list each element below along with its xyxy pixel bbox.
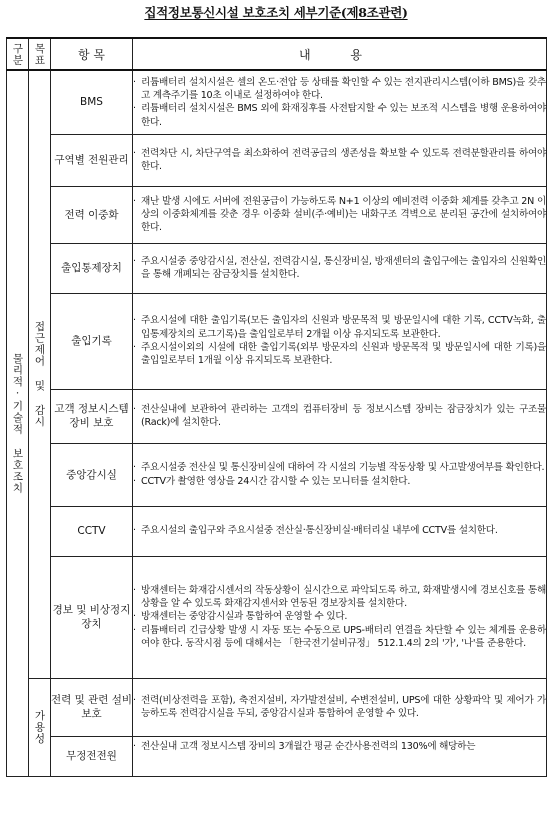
header-item: 항 목 (51, 38, 133, 70)
objective-cell-availability: 가용성 (29, 678, 51, 776)
header-row (7, 38, 547, 70)
row-content: · 전산실내 고객 정보시스템 장비의 3개월간 평균 순간사용전력의 130%에 해당하는 (133, 736, 547, 776)
header-category: 구분 (7, 38, 29, 70)
row-item: 무정전전원 (51, 736, 133, 776)
category-cell: 물리적·기술적 보호조치 (7, 70, 29, 776)
table-row (7, 186, 547, 243)
row-item: 경보 및 비상정지 장치 (51, 556, 133, 678)
table-row (7, 293, 547, 389)
table-row (7, 243, 547, 293)
row-item: 출입통제장치 (51, 243, 133, 293)
table-row (7, 389, 547, 443)
row-content: · 전력(비상전력을 포함), 축전지설비, 자가발전설비, 수변전설비, UPS에 대한 상황파악 및 제어가 가능하도록 전력감시실을 두되, 중앙감시실과 통합하여 운영할 수 있다. (133, 678, 547, 736)
row-item: 출입기록 (51, 293, 133, 389)
header-content: 내 용 (133, 38, 547, 70)
row-item: 구역별 전원관리 (51, 134, 133, 186)
row-item: 고객 정보시스템 장비 보호 (51, 389, 133, 443)
table-row (7, 736, 547, 776)
row-item: BMS (51, 70, 133, 134)
row-content: · 주요시설중 전산실 및 통신장비실에 대하여 각 시설의 기능별 작동상황 및 사고발생여부를 확인한다. · CCTV가 촬영한 영상을 24시간 감시할 수 있는 모니터를 설치한다. (133, 443, 547, 506)
row-content: · 방재센터는 화재감시센서의 작동상황이 실시간으로 파악되도록 하고, 화재발생시에 경보신호를 통해 상황을 알 수 있도록 화재감지센서와 연동된 경보장치를 설치한다. · 방재센터는 중앙감시실과 통합하여 운영할 수 있다. · 리튬배터리 긴급상황 발생 시 자동 또는 수동으로 UPS-배터리 연결을 차단할 수 있는 체계를 운용하여야 한다. 동작시점 등에 대해서는 「한국전기설비규정」 512.1.4의 2의 '가', '나'를 준용한다. (133, 556, 547, 678)
table-row (7, 134, 547, 186)
row-content: · 주요시설에 대한 출입기록(모든 출입자의 신원과 방문목적 및 방문일시에 대한 기록, CCTV녹화, 출입통제장치의 로그기록)을 출입일로부터 2개월 이상 유지되도록 보관한다. · 주요시설이외의 시설에 대한 출입기록(외부 방문자의 신원과 방문목적 및 방문일시에 대한 기록)을 출입일로부터 1개월 이상 유지되도록 보관한다. (133, 293, 547, 389)
table-row (7, 506, 547, 556)
row-content: · 재난 발생 시에도 서버에 전원공급이 가능하도록 N+1 이상의 예비전력 이중화 체계를 갖추고 2N 이상의 이중화체계를 갖춘 경우 이중화 설비(주·예비)는 내화구조 격벽으로 분리된 공간에 설치하여야 한다. (133, 186, 547, 243)
header-objective: 목표 (29, 38, 51, 70)
row-content: · 주요시설의 출입구와 주요시설중 전산실·통신장비실·배터리실 내부에 CCTV를 설치한다. (133, 506, 547, 556)
document-title: 집적정보통신시설 보호조치 세부기준(제8조관련) (144, 5, 408, 20)
table-row (7, 556, 547, 678)
row-content: · 주요시설중 중앙감시실, 전산실, 전력감시실, 통신장비실, 방재센터의 출입구에는 출입자의 신원확인을 통해 개폐되는 잠금장치를 설치한다. (133, 243, 547, 293)
row-item: 전력 이중화 (51, 186, 133, 243)
table-row (7, 70, 547, 134)
row-content: · 전력차단 시, 차단구역을 최소화하여 전력공급의 생존성을 확보할 수 있도록 전력분할관리를 하여야 한다. (133, 134, 547, 186)
row-item: 중앙감시실 (51, 443, 133, 506)
security-standards-table (6, 37, 547, 777)
table-row (7, 443, 547, 506)
row-item: CCTV (51, 506, 133, 556)
row-content: · 전산실내에 보관하여 관리하는 고객의 컴퓨터장비 등 정보시스템 장비는 잠금장치가 있는 구조물(Rack)에 설치한다. (133, 389, 547, 443)
row-content: · 리튬배터리 설치시설은 셀의 온도·전압 등 상태를 확인할 수 있는 전지관리시스템(이하 BMS)을 갖추고 계측주기를 10초 이내로 설정하여야 한다. · 리튬배터리 설치시설은 BMS 외에 화재징후를 사전탐지할 수 있는 보조적 시스템을 병행 운용하여야 한다. (133, 70, 547, 134)
table-row (7, 678, 547, 736)
row-item: 전력 및 관련 설비 보호 (51, 678, 133, 736)
objective-cell-access: 접근제어 및 감시 (29, 70, 51, 678)
